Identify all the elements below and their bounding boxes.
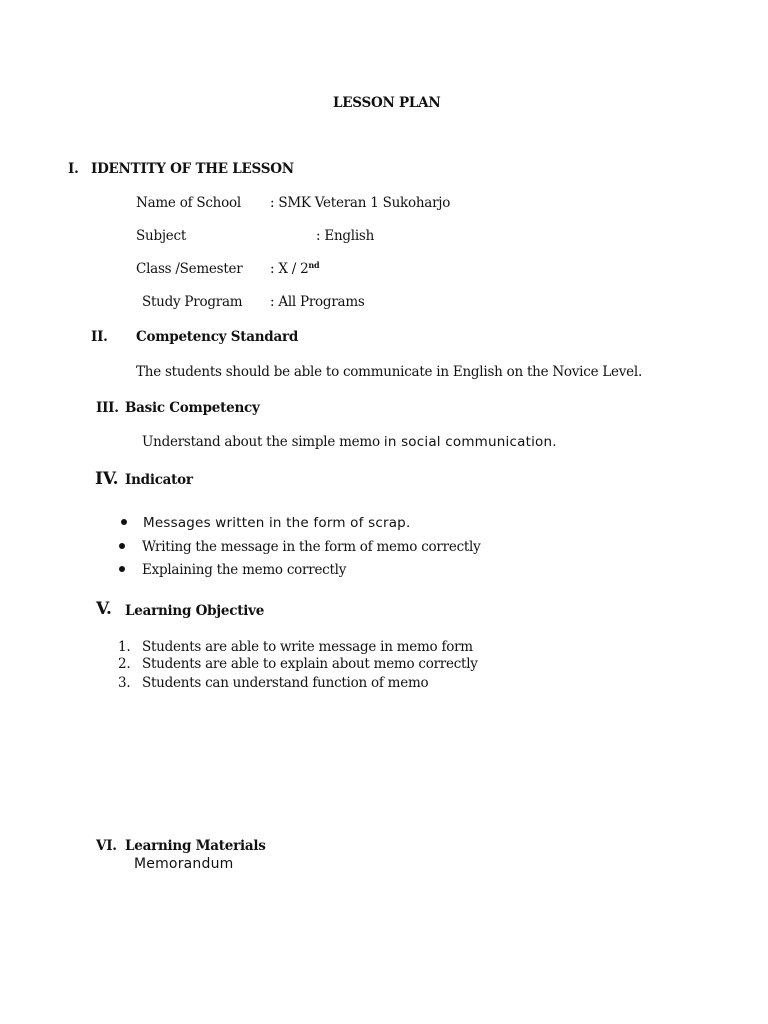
basic-competency-text <box>142 434 557 450</box>
class-semester-ordinal: nd <box>308 260 320 270</box>
bullet-icon <box>119 543 125 549</box>
section-3-numeral: III. <box>96 400 119 416</box>
objective-number-2: 2. <box>118 656 131 672</box>
school-value: : SMK Veteran 1 Sukoharjo <box>270 195 451 211</box>
class-semester-text: : X / 2 <box>270 261 309 277</box>
class-semester-value <box>270 261 319 277</box>
section-4-numeral: IV. <box>95 469 119 489</box>
bullet-icon <box>121 519 127 525</box>
section-5-heading: Learning Objective <box>125 603 265 619</box>
basic-competency-text-serif: Understand about the simple memo <box>142 434 380 450</box>
subject-value: : English <box>316 228 375 244</box>
objective-item-2: Students are able to explain about memo correctly <box>142 656 478 672</box>
study-program-value: : All Programs <box>270 294 365 310</box>
section-1-heading: IDENTITY OF THE LESSON <box>91 161 294 177</box>
study-program-label: Study Program <box>142 294 243 310</box>
section-2-numeral: II. <box>91 329 108 345</box>
indicator-item-1: Messages written in the form of scrap. <box>143 515 411 531</box>
section-5-numeral: V. <box>96 599 112 619</box>
indicator-item-3: Explaining the memo correctly <box>142 562 347 578</box>
learning-materials-text: Memorandum <box>134 856 234 872</box>
page-title: LESSON PLAN <box>333 95 441 111</box>
section-6-numeral: VI. <box>96 838 117 854</box>
bullet-icon <box>119 566 125 572</box>
competency-standard-text: The students should be able to communicate in English on the Novice Level. <box>136 364 643 380</box>
section-3-heading: Basic Competency <box>125 400 260 416</box>
school-label: Name of School <box>136 195 241 211</box>
section-1-numeral: I. <box>68 161 79 177</box>
section-4-heading: Indicator <box>125 472 193 488</box>
section-6-heading: Learning Materials <box>125 838 266 854</box>
objective-number-1: 1. <box>118 639 131 655</box>
basic-competency-text-sans: in social communication. <box>383 434 557 450</box>
subject-label: Subject <box>136 228 186 244</box>
indicator-item-2: Writing the message in the form of memo correctly <box>142 539 481 555</box>
section-2-heading: Competency Standard <box>136 329 299 345</box>
objective-number-3: 3. <box>118 675 131 691</box>
class-semester-label: Class /Semester <box>136 261 243 277</box>
objective-item-1: Students are able to write message in memo form <box>142 639 473 655</box>
objective-item-3: Students can understand function of memo <box>142 675 429 691</box>
